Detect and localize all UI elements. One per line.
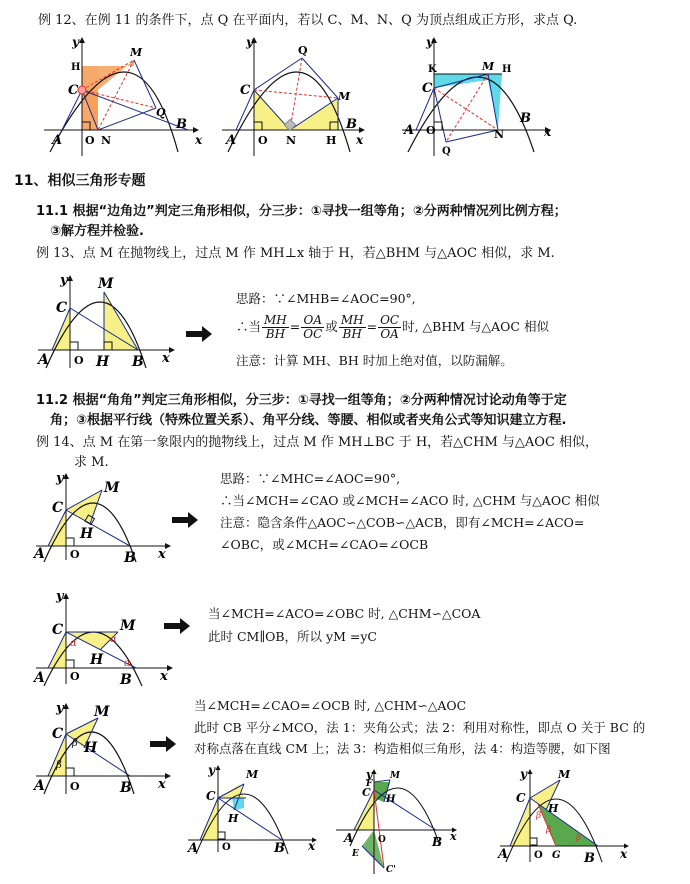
svg-text:O: O [74, 354, 84, 367]
method-figure-2 [332, 766, 462, 876]
svg-text:y: y [520, 767, 527, 781]
ex13-think-2: ∴当 $\frac{MH}{BH}$ = $\frac{OA}{OC}$ 或 $\frac{MH}{BH}$ = $\frac{OC}{OA}$ 时, △BHM 与△AOC 相似 [236, 313, 549, 341]
svg-text:H: H [228, 812, 239, 825]
ex14-case2-line1: 当∠MCH=∠CAO=∠OCB 时, △CHM∽△AOC [194, 698, 467, 713]
svg-text:M: M [104, 480, 120, 496]
ex14-think-1: 思路：∵∠MHC=∠AOC=90°, [220, 471, 401, 486]
svg-text:K: K [428, 64, 437, 75]
fraction-mh-bh: $\frac{MH}{BH}$ [264, 313, 287, 341]
svg-text:M: M [558, 768, 571, 781]
arrow-right-icon [150, 736, 176, 756]
svg-text:y: y [246, 35, 253, 49]
svg-text:B: B [120, 672, 132, 686]
svg-text:A: A [34, 546, 45, 562]
arrow-right-icon [164, 618, 190, 638]
svg-text:M: M [482, 60, 495, 73]
svg-text:M: M [130, 46, 143, 59]
svg-text:y: y [208, 763, 215, 777]
svg-text:Q: Q [298, 44, 308, 57]
svg-text:Q: Q [442, 146, 451, 157]
svg-text:F: F [366, 779, 373, 789]
ex14-case1-line2: 此时 CM∥OB，所以 yM =yC [208, 629, 377, 644]
ex14-think-2: ∴当∠MCH=∠CAO 或∠MCH=∠ACO 时, △CHM 与△AOC 相似 [220, 493, 600, 508]
svg-text:M: M [120, 618, 136, 634]
svg-text:α: α [124, 658, 131, 669]
svg-text:A: A [344, 831, 354, 845]
svg-text:C: C [52, 726, 64, 742]
ex13-similar: 时, △BHM 与△AOC 相似 [402, 319, 549, 334]
svg-text:β: β [72, 738, 78, 749]
svg-text:O: O [258, 134, 268, 147]
svg-text:C: C [422, 81, 433, 96]
ex14-case2-line3: 对称点落在直线 CM 上；法 3：构造相似三角形，法 4：构造等腰，如下图 [194, 741, 611, 756]
svg-text:H: H [90, 652, 104, 668]
svg-text:M: M [246, 768, 259, 781]
svg-text:α: α [110, 634, 117, 645]
svg-text:C: C [240, 83, 251, 98]
svg-text:y: y [60, 273, 68, 288]
svg-text:B: B [346, 117, 357, 132]
svg-text:x: x [450, 830, 457, 843]
ex14-line2: 求 M. [74, 455, 109, 470]
svg-text:x: x [162, 351, 170, 366]
svg-text:x: x [158, 547, 166, 562]
svg-text:x: x [160, 669, 168, 684]
svg-text:A: A [34, 778, 45, 794]
svg-text:O: O [426, 124, 436, 137]
svg-text:A: A [52, 133, 63, 148]
arrow-right-icon [186, 326, 212, 346]
method-figure-1 [184, 762, 324, 854]
svg-text:y: y [72, 35, 79, 49]
svg-text:y: y [56, 701, 64, 716]
svg-text:B: B [432, 835, 443, 849]
svg-text:N: N [101, 134, 112, 147]
svg-text:M: M [98, 276, 114, 292]
svg-text:O: O [85, 134, 95, 147]
ex12-figure-2 [218, 32, 368, 160]
ex12-text: 例 12、在例 11 的条件下，点 Q 在平面内，若以 C、M、N、Q 为顶点组成正方形，求点 Q. [38, 13, 578, 28]
method-figure-3 [496, 766, 636, 866]
svg-text:β: β [546, 825, 552, 835]
ex14-think-3: 注意：隐含条件△AOC∽△COB∽△ACB，即有∠MCH=∠ACO= [220, 515, 585, 530]
section-11-2-line2: 角；③根据平行线（特殊位置关系）、角平分线、等腰、相似或者夹角公式等知识建立方程. [50, 413, 567, 428]
svg-text:C: C [52, 500, 64, 516]
svg-text:α: α [70, 638, 77, 649]
svg-text:N: N [286, 134, 297, 147]
svg-text:A: A [188, 841, 199, 854]
svg-text:x: x [620, 847, 628, 861]
svg-text:M: M [390, 771, 400, 781]
svg-text:x: x [158, 777, 166, 792]
svg-text:y: y [56, 589, 64, 604]
ex14-case1-line1: 当∠MCH=∠ACO=∠OBC 时, △CHM∽△COA [208, 606, 481, 621]
ex12-figure-1 [38, 32, 208, 160]
svg-text:x: x [544, 125, 552, 139]
svg-text:H: H [386, 794, 396, 805]
fraction-oa-oc: $\frac{OA}{OC}$ [303, 313, 323, 341]
ex14-line1: 例 14、点 M 在第一象限内的抛物线上，过点 M 作 MH⊥BC 于 H，若△CHM 与△AOC 相似， [36, 435, 599, 450]
svg-text:y: y [426, 35, 433, 49]
svg-text:C: C [516, 791, 526, 805]
svg-text:β: β [576, 833, 582, 843]
svg-text:y: y [56, 471, 64, 486]
svg-text:O: O [534, 850, 543, 861]
section-11-2-line1: 11.2 根据“角角”判定三角形相似，分三步：①寻找一组等角；②分两种情况讨论动角等于定 [36, 393, 567, 408]
svg-text:B: B [274, 841, 285, 854]
svg-text:C: C [362, 786, 371, 799]
svg-text:y: y [366, 768, 373, 781]
ex13-think-1: 思路：∵∠MHB=∠AOC=90°, [236, 291, 416, 306]
section-11-1-line2: ③解方程并检验. [50, 224, 144, 239]
svg-text:O: O [378, 835, 386, 845]
svg-text:N: N [494, 128, 505, 141]
svg-text:A: A [404, 123, 415, 138]
section-11-1-line1: 11.1 根据“边角边”判定三角形相似，分三步：①寻找一组等角；②分两种情况列比例方程； [36, 204, 567, 219]
svg-text:G: G [552, 850, 561, 861]
svg-text:A: A [226, 133, 237, 148]
svg-text:O: O [70, 780, 80, 793]
fraction-mh-bh-2: $\frac{MH}{BH}$ [340, 313, 364, 341]
svg-text:C: C [206, 789, 216, 803]
ex14-figure-main [32, 470, 182, 562]
ex14-case2-line2: 此时 CB 平分∠MCO，法 1：夹角公式；法 2：利用对称性，即点 O 关于 BC 的 [194, 720, 646, 735]
svg-text:β: β [536, 811, 542, 821]
svg-text:O: O [70, 670, 80, 683]
svg-text:β: β [56, 760, 62, 771]
svg-text:A: A [38, 352, 49, 368]
svg-text:M: M [94, 704, 110, 720]
svg-text:E: E [352, 849, 359, 859]
svg-text:H: H [80, 526, 94, 542]
svg-text:x: x [356, 133, 364, 147]
svg-text:x: x [308, 839, 316, 853]
svg-text:C: C [68, 83, 79, 98]
ex13-when: ∴当 [236, 319, 262, 334]
ex14-figure-case1 [32, 588, 182, 686]
ex13-note: 注意：计算 MH、BH 时加上绝对值，以防漏解。 [236, 353, 513, 368]
svg-text:Q: Q [156, 106, 166, 119]
svg-text:x: x [195, 133, 203, 147]
ex14-think-4: ∠OBC，或∠MCH=∠CAO=∠OCB [220, 537, 429, 552]
svg-text:B: B [132, 354, 144, 370]
ex13-or: 或 [325, 319, 338, 334]
svg-text:H: H [96, 354, 110, 370]
svg-text:B: B [124, 550, 136, 562]
ex13-figure [34, 272, 184, 372]
ex12-figure-3 [398, 32, 558, 160]
svg-text:C: C [56, 300, 68, 316]
svg-text:H: H [84, 740, 98, 756]
svg-text:B: B [120, 780, 132, 796]
svg-text:O: O [222, 842, 231, 853]
svg-text:O: O [70, 548, 80, 561]
arrow-right-icon [172, 512, 198, 532]
svg-text:A: A [34, 670, 45, 686]
svg-text:B: B [520, 111, 531, 126]
svg-text:C': C' [386, 865, 396, 875]
svg-text:A: A [498, 847, 509, 862]
section-11-heading: 11、相似三角形专题 [14, 173, 146, 189]
svg-text:H: H [548, 802, 559, 815]
svg-text:M: M [338, 90, 351, 103]
svg-text:C: C [52, 622, 64, 638]
fraction-oc-oa: $\frac{OC}{OA}$ [380, 313, 400, 341]
svg-text:H: H [502, 64, 512, 75]
svg-text:H: H [71, 62, 81, 73]
ex13-text: 例 13、点 M 在抛物线上，过点 M 作 MH⊥x 轴于 H，若△BHM 与△AOC 相似，求 M. [36, 246, 555, 261]
svg-text:B: B [584, 851, 595, 866]
svg-text:B: B [176, 117, 187, 132]
svg-text:H: H [326, 134, 337, 147]
